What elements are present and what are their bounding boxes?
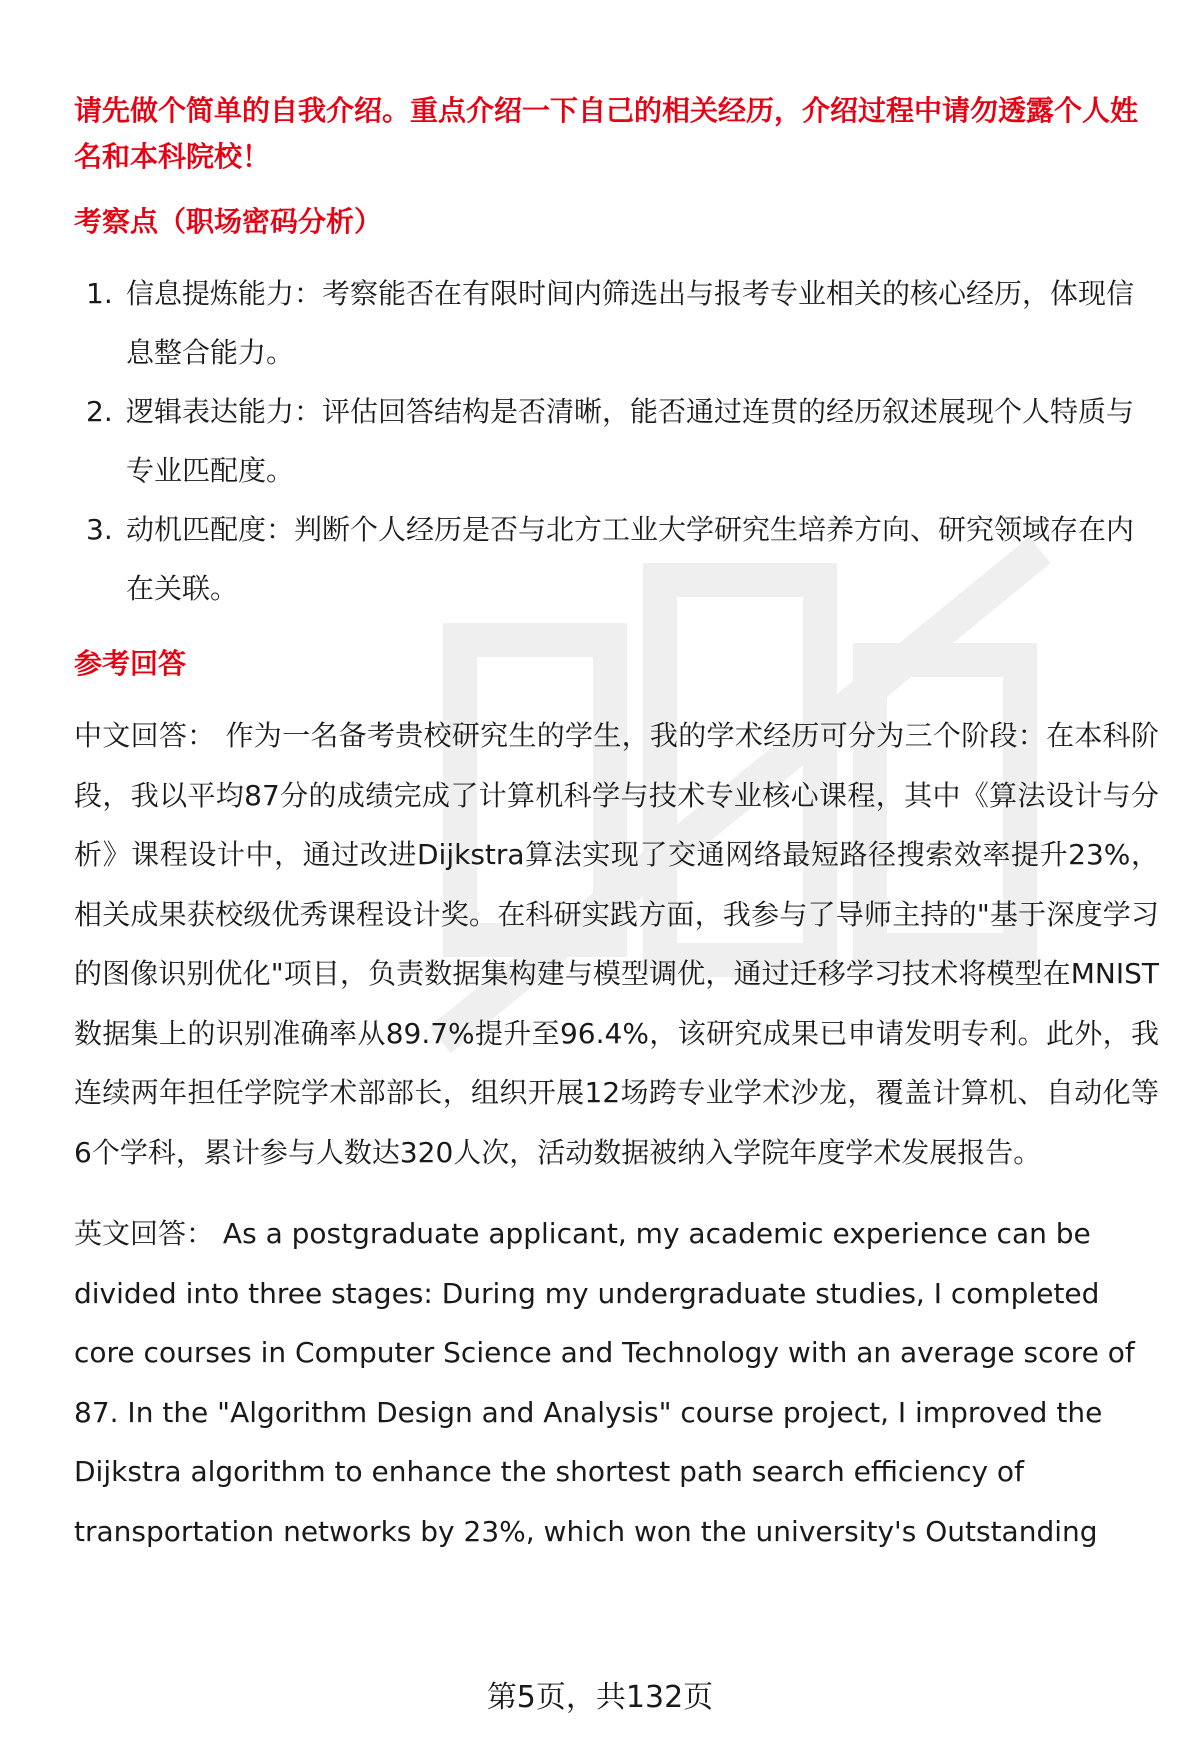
- chinese-answer-text: 作为一名备考贵校研究生的学生，我的学术经历可分为三个阶段：在本科阶段，我以平均87分的成绩完成了计算机科学与技术专业核心课程，其中《算法设计与分析》课程设计中，通过改进Dijkstra算法实现了交通网络最短路径搜索效率提升23%，相关成果获校级优秀课程设计奖。在科研实践方面，我参与了导师主持的"基于深度学习的图像识别优化"项目，负责数据集构建与模型调优，通过迁移学习技术将模型在MNIST数据集上的识别准确率从89.7%提升至96.4%，该研究成果已申请发明专利。此外，我连续两年担任学院学术部部长，组织开展12场跨专业学术沙龙，覆盖计算机、自动化等6个学科，累计参与人数达320人次，活动数据被纳入学院年度学术发展报告。: [74, 719, 1159, 1169]
- page-number: 第5页，共132页: [486, 1680, 714, 1715]
- list-item-text: 信息提炼能力：考察能否在有限时间内筛选出与报考专业相关的核心经历，体现信息整合能力。: [126, 277, 1135, 369]
- list-item-number: 2.: [86, 395, 113, 428]
- reference-section-title: 参考回答: [74, 647, 187, 680]
- assessment-points-list: [74, 264, 1159, 618]
- english-answer-text: As a postgraduate applicant, my academic experience can be divided into three stages: During my undergraduate studies, I completed core courses in Computer Science and Technology with an average score of 87. In the "Algorithm Design and Analysis" course project, I improved the Dijkstra algorithm to enhance the shortest path search efficiency of transportation networks by 23%, which won the university's Outstanding: [74, 1217, 1135, 1548]
- points-section-title: 考察点（职场密码分析）: [74, 205, 383, 238]
- english-answer-label: 英文回答：: [74, 1217, 215, 1250]
- list-item-number: 3.: [86, 513, 113, 546]
- list-item: [74, 264, 1159, 382]
- list-item-text: 动机匹配度：判断个人经历是否与北方工业大学研究生培养方向、研究领域存在内在关联。: [126, 513, 1135, 605]
- document-page: [74, 88, 1159, 1561]
- chinese-answer-label: 中文回答：: [74, 719, 216, 752]
- english-answer: [74, 1204, 1159, 1561]
- list-item: [74, 382, 1159, 500]
- chinese-answer: [74, 706, 1159, 1182]
- list-item: [74, 500, 1159, 618]
- list-item-text: 逻辑表达能力：评估回答结构是否清晰，能否通过连贯的经历叙述展现个人特质与专业匹配度。: [126, 395, 1135, 487]
- interview-question: 请先做个简单的自我介绍。重点介绍一下自己的相关经历，介绍过程中请勿透露个人姓名和本科院校！: [74, 94, 1139, 173]
- list-item-number: 1.: [86, 277, 113, 310]
